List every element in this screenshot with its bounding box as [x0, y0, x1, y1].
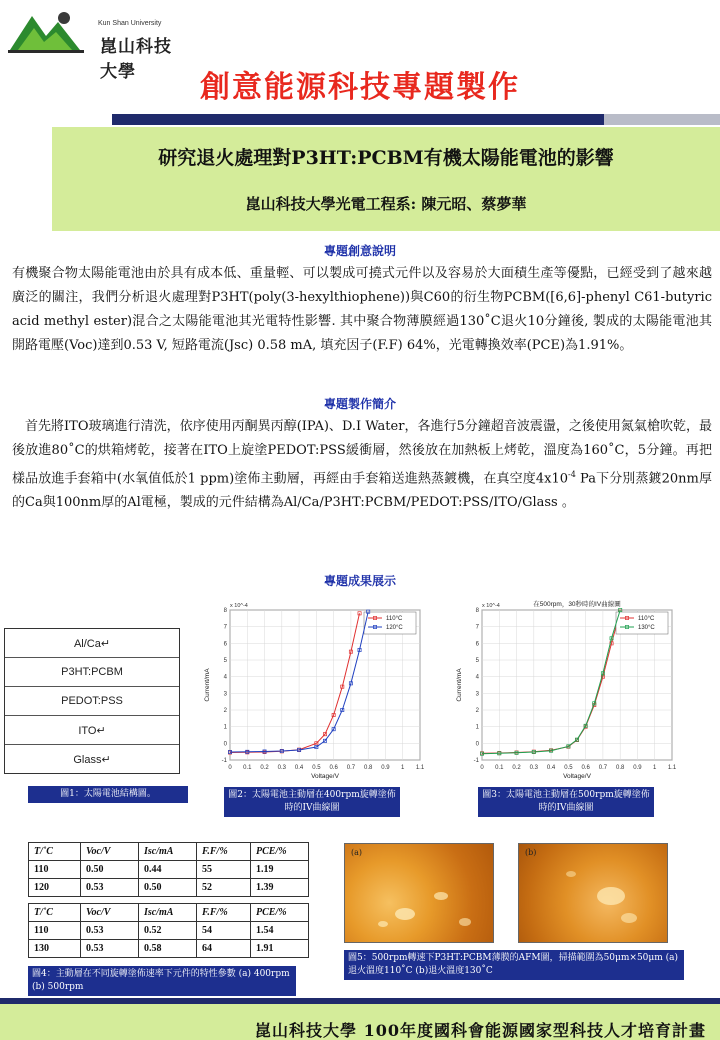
device-structure-diagram [4, 628, 180, 774]
layer-glass: Glass↵ [73, 754, 111, 766]
page-title: 創意能源科技專題製作 [200, 70, 520, 105]
y-tick-label: 7 [223, 624, 227, 631]
y-tick-label: 2 [223, 708, 227, 714]
table-cell: 0.53 [81, 922, 139, 940]
afm-a-label: (a) [351, 848, 363, 857]
x-tick-label: 0.2 [260, 765, 269, 771]
layer-al-ca: Al/Ca↵ [5, 629, 179, 658]
header-isc: Isc/mA [139, 843, 197, 861]
y-tick-label: 8 [475, 608, 479, 614]
layer-ito: ITO↵ [5, 716, 179, 745]
footer-panel [0, 1004, 720, 1040]
header-temperature: T/˚C [29, 904, 81, 922]
table-cell: 110 [29, 922, 81, 940]
x-tick-label: 0.1 [243, 765, 252, 771]
x-tick-label: 0.5 [564, 765, 573, 771]
x-tick-label: 0.9 [381, 765, 390, 771]
x-tick-label: 0.8 [364, 765, 373, 771]
parameters-table-a [28, 842, 309, 897]
layer-p3ht-pcbm: P3HT:PCBM [5, 658, 179, 687]
chart-title: 在500rpm，30秒時的IV曲線圖 [533, 601, 621, 608]
x-tick-label: 0.4 [546, 765, 556, 771]
header-temperature: T/˚C [29, 843, 81, 861]
y-tick-label: 3 [475, 691, 479, 698]
logo-chinese-name: 崑山科技大學 [100, 37, 172, 82]
footer [0, 998, 720, 1040]
afm-texture-a [345, 844, 495, 944]
figure1-caption: 圖1：太陽電池結構圖。 [28, 786, 188, 803]
y-tick-label: 5 [223, 658, 227, 664]
logo-mark-icon [6, 6, 96, 56]
x-tick-label: 0.7 [346, 765, 356, 771]
table-cell: 55 [197, 861, 251, 879]
legend-label: 110°C [638, 616, 655, 622]
iv-chart-500rpm [452, 596, 682, 784]
table-b-header [29, 904, 309, 922]
table-cell: 1.39 [251, 879, 309, 897]
header-pce: PCE/% [251, 904, 309, 922]
method-text-part1: 首先將ITO玻璃進行清洗，依序使用丙酮異丙醇(IPA)、D.I Water，各進行5分鐘超音波震盪，之後使用氮氣槍吹乾，最後放進80˚C的烘箱烤乾，接著在ITO上旋塗PEDOT:PSS緩衝層，然後放在加熱板上烤乾，溫度為160˚C，5分鐘。再把樣品放進手套箱中(水氧值低於1 ppm)塗佈主動層，再經由手套箱送進熱蒸鍍機，在真空度4x10 [12, 419, 712, 487]
table-cell: 1.19 [251, 861, 309, 879]
x-tick-label: 1 [653, 765, 657, 771]
afm-image-a [344, 843, 494, 943]
header-isc: Isc/mA [139, 904, 197, 922]
y-tick-label: 2 [475, 708, 479, 714]
x-tick-label: 0.1 [495, 765, 504, 771]
x-tick-label: 0.8 [616, 765, 625, 771]
footer-text: 崑山科技大學 100年度國科會能源國家型科技人才培育計畫 [255, 1021, 706, 1040]
title-divider [112, 114, 604, 125]
method-exponent: -4 [568, 470, 576, 479]
x-tick-label: 0.9 [633, 765, 642, 771]
y-tick-label: 1 [223, 724, 227, 731]
table-cell: 64 [197, 940, 251, 958]
x-tick-label: 0 [480, 765, 484, 771]
table-row [29, 879, 309, 897]
y-tick-label: 1 [475, 724, 479, 731]
results-heading: 專題成果展示 [323, 574, 396, 588]
legend-label: 130°C [638, 625, 655, 631]
y-tick-label: 6 [475, 641, 479, 648]
x-tick-label: 0.3 [277, 765, 286, 771]
title-divider-accent [604, 114, 720, 125]
y-axis-label: Current/mA [204, 668, 211, 702]
intro-paragraph: 有機聚合物太陽能電池由於具有成本低、重量輕、可以製成可撓式元件以及容易於大面積生產等優點，已經受到了越來越廣泛的關注，我們分析退火處理對P3HT(poly(3-hexylthiophene))與C60的衍生物PCBM([6,6]-phenyl C61-butyric acid methyl ester)混合之太陽能電池其光電特性影響. 其中聚合物薄膜經過130˚C退火10分鐘後, 製成的太陽能電池其開路電壓(Voc)達到0.53 V, 短路電流(Jsc) 0.58 mA, 填充因子(F.F) 64%，光電轉換效率(PCE)為1.91%。 [12, 266, 712, 353]
iv-chart-400rpm [200, 596, 430, 784]
legend-label: 110°C [386, 616, 403, 622]
table-cell: 110 [29, 861, 81, 879]
x-tick-label: 0 [228, 765, 232, 771]
afm-texture-b [519, 844, 669, 944]
x-tick-label: 0.6 [329, 765, 338, 771]
x-tick-label: 0.2 [512, 765, 521, 771]
table-cell: 0.44 [139, 861, 197, 879]
figure4-caption: 圖4：主動層在不同旋轉塗佈速率下元件的特性參數 (a) 400rpm (b) 500rpm [28, 966, 296, 996]
table-cell: 130 [29, 940, 81, 958]
method-text-part2: Pa下分別蒸鍍20nm厚的Ca與100nm厚的Al電極，製成的元件結構為Al/Ca/P3HT:PCBM/PEDOT:PSS/ITO/Glass 。 [12, 471, 712, 511]
table-cell: 0.50 [81, 861, 139, 879]
logo-english-name: Kun Shan University [98, 20, 162, 27]
header-ff: F.F/% [197, 904, 251, 922]
intro-heading: 專題創意說明 [323, 244, 396, 258]
layer-pedot-pss: PEDOT:PSS [5, 687, 179, 716]
table-cell: 0.53 [81, 879, 139, 897]
x-tick-label: 1 [401, 765, 405, 771]
x-tick-label: 0.3 [529, 765, 538, 771]
afm-b-label: (b) [525, 848, 537, 857]
table-cell: 120 [29, 879, 81, 897]
x-tick-label: 1.1 [415, 765, 425, 771]
x-axis-label: Voltage/V [311, 773, 339, 780]
y-tick-label: 4 [223, 674, 227, 681]
x-tick-label: 0.4 [294, 765, 304, 771]
afm-image-b [518, 843, 668, 943]
x-tick-label: 0.7 [598, 765, 608, 771]
y-multiplier: x 10^-4 [230, 603, 248, 609]
x-axis-label: Voltage/V [563, 773, 591, 780]
figure5-caption: 圖5：500rpm轉速下P3HT:PCBM薄膜的AFM圖，掃描範圍為50μm×50μm (a)退火溫度110˚C (b)退火溫度130˚C [344, 950, 684, 980]
y-tick-label: 3 [223, 691, 227, 698]
y-tick-label: -1 [221, 758, 227, 764]
table-row [29, 940, 309, 958]
subtitle-panel [52, 127, 720, 231]
table-cell: 0.52 [139, 922, 197, 940]
table-row [29, 922, 309, 940]
y-multiplier: x 10^-4 [482, 603, 500, 609]
table-cell: 0.53 [81, 940, 139, 958]
header-ff: F.F/% [197, 843, 251, 861]
x-tick-label: 1.1 [667, 765, 677, 771]
header-voc: Voc/V [81, 904, 139, 922]
table-cell: 1.91 [251, 940, 309, 958]
table-cell: 52 [197, 879, 251, 897]
method-paragraph [12, 415, 712, 515]
table-cell: 1.54 [251, 922, 309, 940]
y-tick-label: 6 [223, 641, 227, 648]
y-tick-label: 7 [475, 624, 479, 631]
parameters-table-b [28, 903, 309, 958]
project-subtitle: 研究退火處理對P3HT:PCBM有機太陽能電池的影響 [158, 147, 614, 169]
y-tick-label: -1 [473, 758, 479, 764]
y-tick-label: 8 [223, 608, 227, 614]
table-a-header [29, 843, 309, 861]
header-voc: Voc/V [81, 843, 139, 861]
figure3-caption: 圖3：太陽電池主動層在500rpm旋轉塗佈時的IV曲線圖 [478, 787, 654, 817]
y-tick-label: 5 [475, 658, 479, 664]
table-cell: 0.50 [139, 879, 197, 897]
table-cell: 54 [197, 922, 251, 940]
x-tick-label: 0.6 [581, 765, 590, 771]
table-cell: 0.58 [139, 940, 197, 958]
y-axis-label: Current/mA [456, 668, 463, 702]
header-pce: PCE/% [251, 843, 309, 861]
y-tick-label: 0 [223, 741, 227, 748]
legend-label: 120°C [386, 625, 403, 631]
x-tick-label: 0.5 [312, 765, 321, 771]
figure2-caption: 圖2：太陽電池主動層在400rpm旋轉塗佈時的IV曲線圖 [224, 787, 400, 817]
y-tick-label: 0 [475, 741, 479, 748]
project-authors: 崑山科技大學光電工程系: 陳元昭、蔡夢華 [245, 195, 527, 213]
table-row [29, 861, 309, 879]
y-tick-label: 4 [475, 674, 479, 681]
university-logo [6, 6, 186, 82]
method-heading: 專題製作簡介 [323, 397, 396, 411]
